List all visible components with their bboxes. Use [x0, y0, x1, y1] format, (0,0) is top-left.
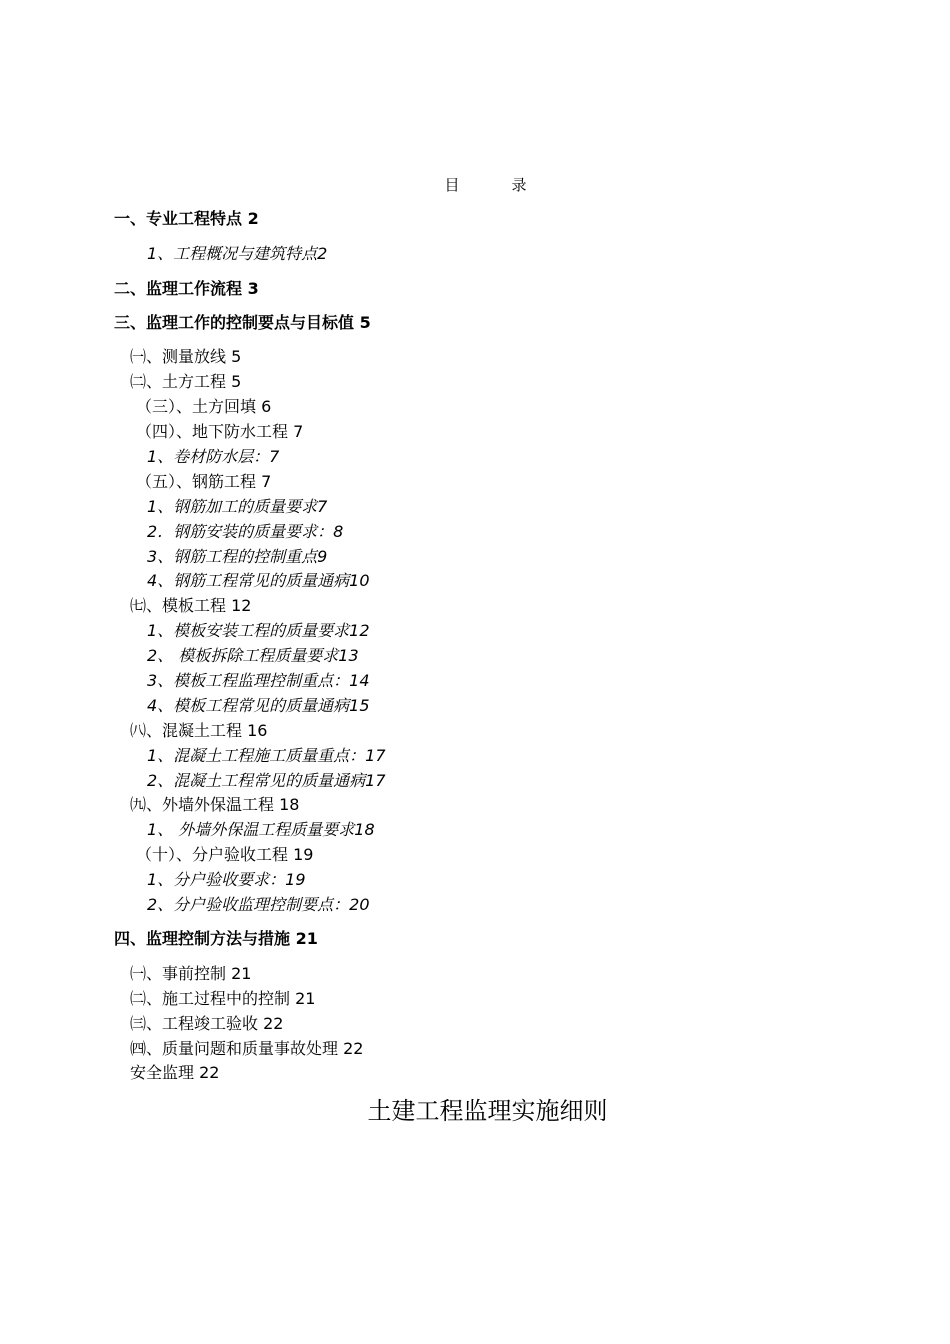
toc-entry[interactable]: ㈢、工程竣工验收 22 — [130, 1014, 284, 1033]
toc-entry[interactable]: 2．钢筋安装的质量要求：8 — [147, 522, 344, 541]
toc-entry[interactable]: 三、监理工作的控制要点与目标值 5 — [114, 313, 371, 332]
toc-entry[interactable]: （四）、地下防水工程 7 — [136, 422, 304, 441]
toc-entry[interactable]: 1、模板安装工程的质量要求12 — [147, 621, 370, 640]
toc-entry[interactable]: （十）、分户验收工程 19 — [136, 845, 314, 864]
toc-entry[interactable]: 四、监理控制方法与措施 21 — [114, 929, 318, 948]
toc-entry[interactable]: 1、混凝土工程施工质量重点：17 — [147, 746, 386, 765]
toc-heading-left: 目 — [444, 176, 464, 194]
toc-heading-right: 录 — [511, 176, 531, 194]
toc-entry[interactable]: 一、专业工程特点 2 — [114, 209, 259, 228]
toc-entry[interactable]: ㈣、质量问题和质量事故处理 22 — [130, 1039, 364, 1058]
toc-entry[interactable]: ㈡、土方工程 5 — [130, 372, 242, 391]
toc-entry[interactable]: 3、钢筋工程的控制重点9 — [147, 547, 328, 566]
toc-entry[interactable]: ㈨、外墙外保温工程 18 — [130, 795, 300, 814]
toc-entry[interactable]: ㈦、模板工程 12 — [130, 596, 252, 615]
toc-entry[interactable]: 4、钢筋工程常见的质量通病10 — [147, 571, 370, 590]
toc-entry[interactable]: 1、 外墙外保温工程质量要求18 — [147, 820, 375, 839]
toc-entry[interactable]: 2、混凝土工程常见的质量通病17 — [147, 771, 386, 790]
toc-entry[interactable]: 4、模板工程常见的质量通病15 — [147, 696, 370, 715]
toc-entry[interactable]: （五）、钢筋工程 7 — [136, 472, 272, 491]
toc-entry[interactable]: ㈧、混凝土工程 16 — [130, 721, 268, 740]
toc-entry[interactable]: 2、分户验收监理控制要点：20 — [147, 895, 370, 914]
toc-entry[interactable]: ㈠、事前控制 21 — [130, 964, 252, 983]
toc-entry[interactable]: ㈠、测量放线 5 — [130, 347, 242, 366]
toc-entry[interactable]: （三）、土方回填 6 — [136, 397, 272, 416]
toc-entry[interactable]: 1、分户验收要求：19 — [147, 870, 306, 889]
toc-entry[interactable]: ㈡、施工过程中的控制 21 — [130, 989, 316, 1008]
toc-entry[interactable]: 二、监理工作流程 3 — [114, 279, 259, 298]
toc-entry[interactable]: 1、钢筋加工的质量要求7 — [147, 497, 328, 516]
toc-entry[interactable]: 1、工程概况与建筑特点2 — [147, 244, 328, 263]
toc-entry[interactable]: 2、 模板拆除工程质量要求13 — [147, 646, 359, 665]
toc-entry[interactable]: 1、卷材防水层：7 — [147, 447, 280, 466]
toc-heading — [0, 174, 950, 195]
toc-entry[interactable]: 3、模板工程监理控制重点：14 — [147, 671, 370, 690]
document-title: 土建工程监理实施细则 — [367, 1097, 608, 1125]
toc-entry[interactable]: 安全监理 22 — [130, 1063, 220, 1082]
